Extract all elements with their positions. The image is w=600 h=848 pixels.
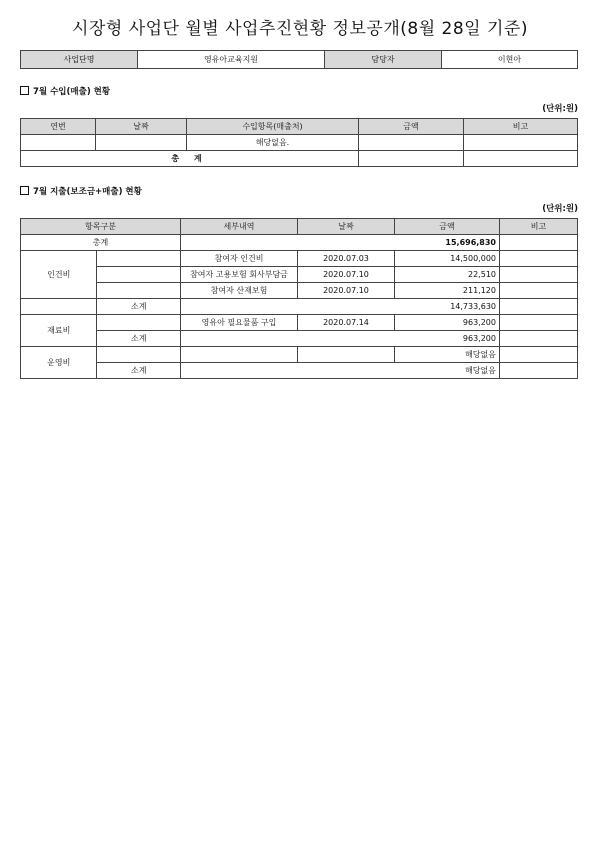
- subtotal-amount: 963,200: [181, 331, 500, 347]
- item-amount: 211,120: [395, 283, 500, 299]
- expense-header-category: 항목구분: [21, 219, 181, 235]
- org-name-value: 영유아교육지원: [138, 51, 325, 69]
- income-header-note: 비고: [464, 119, 578, 135]
- expense-header-detail: 세부내역: [181, 219, 298, 235]
- item-date: [298, 347, 395, 363]
- subtotal-label: 소계: [97, 299, 181, 315]
- item-desc: 참여자 고용보험 회사부담금: [181, 267, 298, 283]
- item-desc: 참여자 산재보험: [181, 283, 298, 299]
- expense-total-label: 총계: [21, 235, 181, 251]
- table-row: [21, 267, 578, 283]
- business-info-table: [20, 50, 578, 69]
- expense-unit: (단위:원): [542, 204, 578, 214]
- table-row: [21, 283, 578, 299]
- income-total-label: 총 계: [21, 151, 359, 167]
- manager-value: 이현아: [442, 51, 578, 69]
- subtotal-amount: 14,733,630: [181, 299, 500, 315]
- org-name-label: 사업단명: [21, 51, 138, 69]
- income-header-no: 연번: [21, 119, 96, 135]
- table-row: [21, 251, 578, 267]
- income-empty-text: 해당없음.: [187, 135, 359, 151]
- expense-total-row: [21, 235, 578, 251]
- category-materials: 재료비: [21, 315, 97, 347]
- expense-heading-text: 7월 지출(보조금+매출) 현황: [33, 187, 142, 197]
- subtotal-row: [21, 331, 578, 347]
- category-labor: 인건비: [21, 251, 97, 299]
- expense-section-heading: [20, 185, 142, 197]
- manager-label: 담당자: [325, 51, 442, 69]
- item-date: 2020.07.10: [298, 283, 395, 299]
- table-row: [21, 315, 578, 331]
- item-date: 2020.07.14: [298, 315, 395, 331]
- subtotal-row: [21, 363, 578, 379]
- subtotal-label: 소계: [97, 331, 181, 347]
- income-heading-text: 7월 수입(매출) 현황: [33, 87, 111, 97]
- expense-header-date: 날짜: [298, 219, 395, 235]
- item-amount: 14,500,000: [395, 251, 500, 267]
- category-operations: 운영비: [21, 347, 97, 379]
- item-amount: 963,200: [395, 315, 500, 331]
- table-row: [21, 135, 578, 151]
- item-desc: 영유아 필요물품 구입: [181, 315, 298, 331]
- table-row: [21, 347, 578, 363]
- item-amount: 22,510: [395, 267, 500, 283]
- expense-total-amount: 15,696,830: [181, 235, 500, 251]
- page-title: 시장형 사업단 월별 사업추진현황 정보공개(8월 28일 기준): [72, 19, 528, 39]
- expense-table: [20, 218, 578, 379]
- subtotal-amount: 해당없음: [181, 363, 500, 379]
- income-header-item: 수입항목(매출처): [187, 119, 359, 135]
- expense-header-note: 비고: [500, 219, 578, 235]
- item-amount: 해당없음: [395, 347, 500, 363]
- income-header-date: 날짜: [96, 119, 187, 135]
- expense-header-amount: 금액: [395, 219, 500, 235]
- item-desc: 참여자 인건비: [181, 251, 298, 267]
- subtotal-row: [21, 299, 578, 315]
- checkbox-square-icon: [20, 186, 29, 195]
- subtotal-label: 소계: [97, 363, 181, 379]
- income-total-row: [21, 151, 578, 167]
- item-date: 2020.07.10: [298, 267, 395, 283]
- income-section-heading: [20, 85, 110, 97]
- item-desc: [181, 347, 298, 363]
- item-date: 2020.07.03: [298, 251, 395, 267]
- income-unit: (단위:원): [542, 104, 578, 114]
- checkbox-square-icon: [20, 86, 29, 95]
- income-table: [20, 118, 578, 167]
- income-header-amount: 금액: [359, 119, 464, 135]
